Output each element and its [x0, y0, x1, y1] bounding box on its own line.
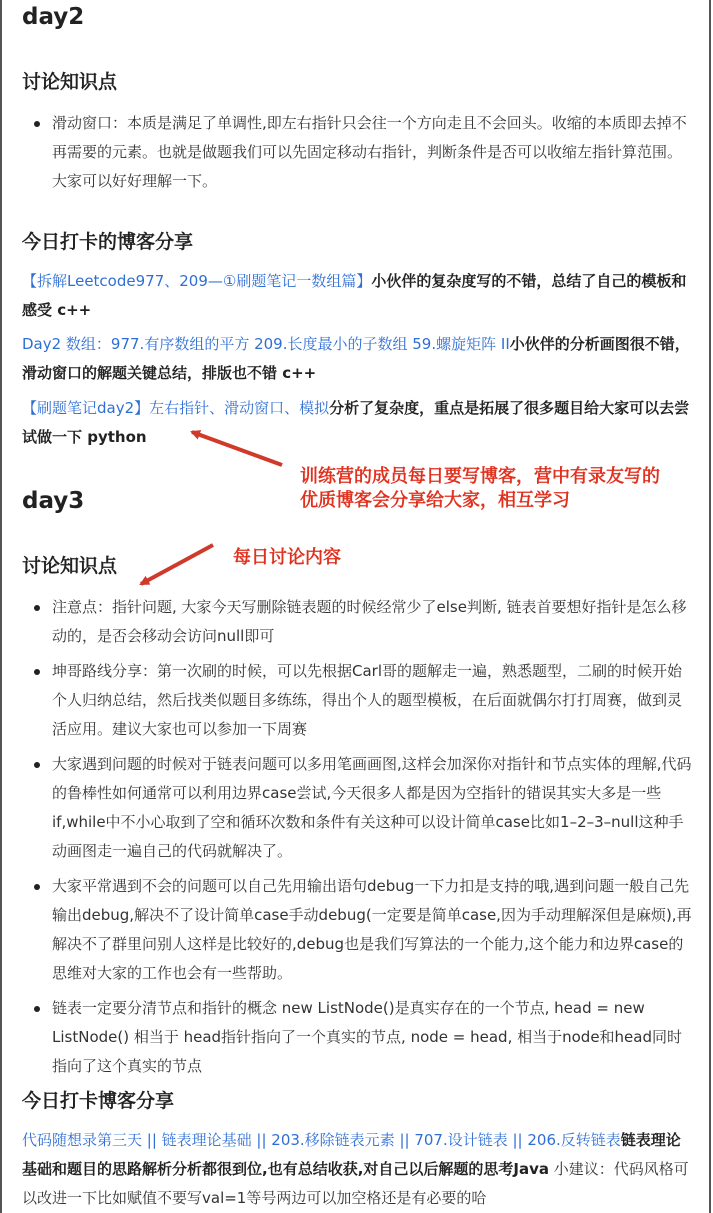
blog-comment: 小伙伴的复杂度写的不错，总结了自己的模板和感受 c++	[22, 272, 687, 319]
list-item: 大家平常遇到不会的问题可以自己先用输出语句debug一下力扣是支持的哦,遇到问题一般自己先输出debug,解决不了设计简单case手动debug(一定要是简单case,因为手动理解深但是麻烦),再解决不了群里问别人这样是比较好的,debug也是我们写算法的一个能力,这个能力和边界case的思维对大家的工作也会有一些帮助。	[22, 872, 692, 988]
day3-points-list	[22, 593, 692, 1081]
day3-discussion-heading: 讨论知识点	[22, 555, 118, 577]
day2-discussion-heading: 讨论知识点	[22, 71, 118, 93]
blog-link[interactable]: 【刷题笔记day2】左右指针、滑动窗口、模拟	[22, 399, 330, 417]
day2-title: day2	[22, 4, 85, 30]
blog-entry	[22, 1126, 692, 1213]
list-item: 滑动窗口：本质是满足了单调性,即左右指针只会往一个方向走且不会回头。收缩的本质即去掉不再需要的元素。也就是做题我们可以先固定移动右指针，判断条件是否可以收缩左指针算范围。大家可以好好理解一下。	[22, 109, 692, 196]
day3-blog-heading: 今日打卡博客分享	[22, 1090, 175, 1112]
blog-comment: 链表理论基础和题目的思路解析分析都很到位,也有总结收获,对自己以后解题的思考Java	[22, 1131, 681, 1178]
blog-link[interactable]: 代码随想录第三天 || 链表理论基础 || 203.移除链表元素 || 707.设计链表 || 206.反转链表	[22, 1131, 621, 1149]
list-item: 大家遇到问题的时候对于链表问题可以多用笔画画图,这样会加深你对指针和节点实体的理解,代码的鲁棒性如何通常可以利用边界case尝试,今天很多人都是因为空指针的错误其实大多是一些if,while中不小心取到了空和循环次数和条件有关这种可以设计简单case比如1–2–3–null这种手动画图走一遍自己的代码就解决了。	[22, 750, 692, 866]
list-item: 坤哥路线分享：第一次刷的时候，可以先根据Carl哥的题解走一遍，熟悉题型，二刷的时候开始个人归纳总结，然后找类似题目多练练，得出个人的题型模板，在后面就偶尔打打周赛，做到灵活应用。建议大家也可以参加一下周赛	[22, 657, 692, 744]
blog-suggestion: 小建议：代码风格可以改进一下比如赋值不要写val=1等号两边可以加空格还是有必要的哈	[22, 1160, 689, 1207]
arrow-to-blog-icon	[192, 432, 282, 465]
day3-title: day3	[22, 488, 85, 514]
arrow-to-discussion-icon	[141, 545, 213, 584]
blog-comment: 分析了复杂度，重点是拓展了很多题目给大家可以去尝试做一下 python	[22, 399, 690, 446]
blog-annotation-line1: 训练营的成员每日要写博客，营中有录友写的	[300, 466, 660, 487]
blog-comment: 小伙伴的分析画图很不错，滑动窗口的解题关键总结，排版也不错 c++	[22, 335, 690, 382]
discussion-annotation: 每日讨论内容	[233, 547, 341, 568]
blog-annotation-line2: 优质博客会分享给大家，相互学习	[300, 490, 570, 511]
list-item: 链表一定要分清节点和指针的概念 new ListNode()是真实存在的一个节点, head = new ListNode() 相当于 head指针指向了一个真实的节点, node = head, 相当于node和head同时指向了这个真实的节点	[22, 994, 692, 1081]
list-item: 注意点：指针问题, 大家今天写删除链表题的时候经常少了else判断, 链表首要想好指针是怎么移动的，是否会移动会访问null即可	[22, 593, 692, 651]
day2-blog-heading: 今日打卡的博客分享	[22, 231, 194, 253]
blog-link[interactable]: Day2 数组：977.有序数组的平方 209.长度最小的子数组 59.螺旋矩阵 II	[22, 335, 510, 353]
blog-link[interactable]: 【拆解Leetcode977、209—①刷题笔记一数组篇】	[22, 272, 372, 290]
